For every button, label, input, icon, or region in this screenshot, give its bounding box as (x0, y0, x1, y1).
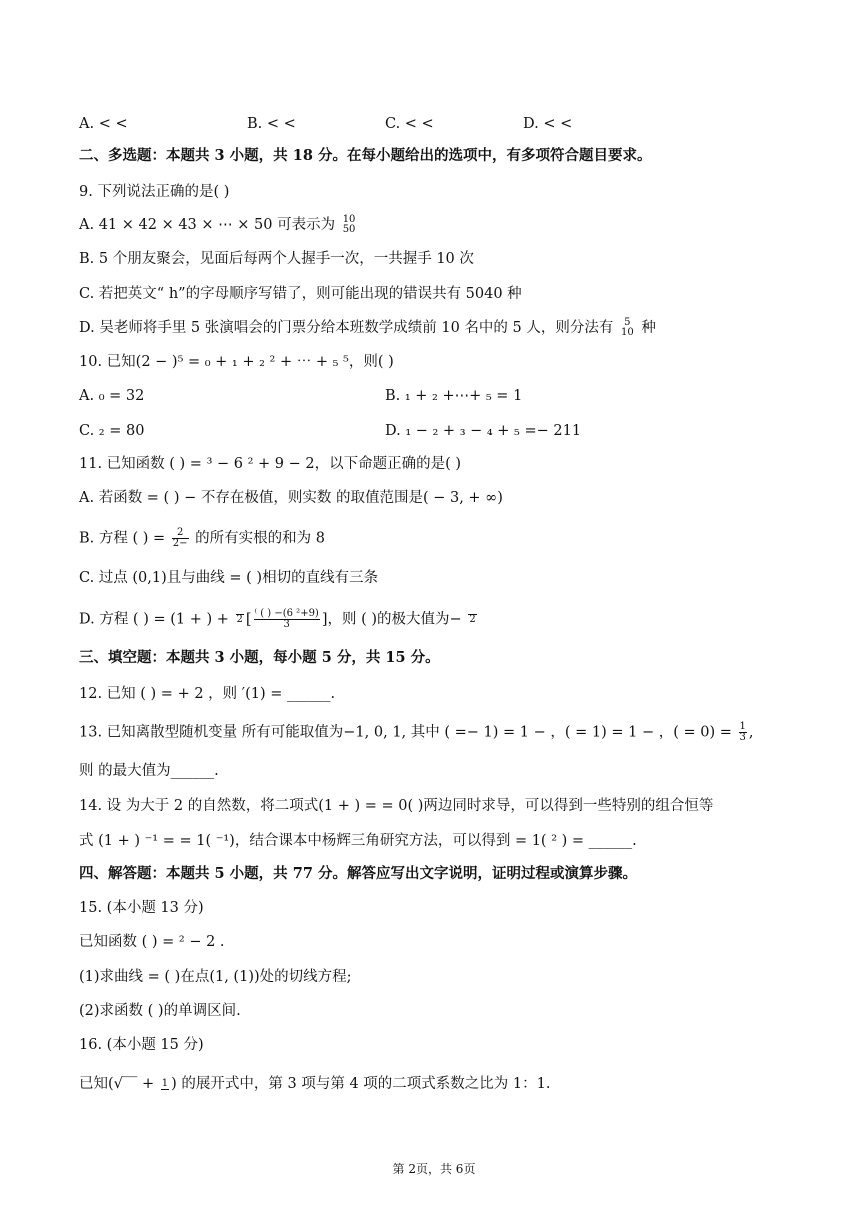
q8-option-b: B. < < (247, 116, 296, 132)
q10-option-a: A. ₀ = 32 (79, 388, 145, 404)
q15-stem: 已知函数 ( ) = ² − 2 . (79, 934, 225, 950)
q9-option-d-fraction (620, 318, 635, 338)
q16-fraction (161, 1079, 169, 1090)
q15-title: 15. (本小题 13 分) (79, 900, 204, 916)
q9-option-a-text: A. 41 × 42 × 43 × ⋯ × 50 可表示为 (79, 217, 336, 233)
q9-stem: 9. 下列说法正确的是( ) (79, 184, 230, 200)
q15-part1: (1)求曲线 = ( )在点(1, (1))处的切线方程; (79, 969, 352, 985)
q10-option-d: D. ₁ − ₂ + ₃ − ₄ + ₅ =− 211 (385, 423, 582, 439)
q10-stem: 10. 已知(2 − )⁵ = ₀ + ₁ + ₂ ² + ⋯ + ₅ ⁵，则( ) (79, 354, 394, 370)
fraction-bottom: 2− (172, 538, 188, 549)
q11-option-b-suffix: 的所有实根的和为 8 (195, 530, 325, 547)
q11-option-a: A. 若函数 = ( ) − 不存在极值，则实数 的取值范围是( − 3, + ∞) (79, 490, 503, 506)
q11-option-c: C. 过点 (0,1)且与曲线 = ( )相切的直线有三条 (79, 570, 379, 586)
section2-heading: 二、多选题：本题共 3 小题，共 18 分。在每小题给出的选项中，有多项符合题目要求。 (79, 147, 652, 164)
q11-option-d-text: D. 方程 ( ) = (1 + ) + (79, 611, 229, 628)
q9-option-d-text: D. 吴老师将手里 5 张演唱会的门票分给本班数学成绩前 10 名中的 5 人，则分法有 (79, 320, 614, 336)
q9-option-d-suffix: 种 (641, 320, 656, 336)
fraction-top: 1 (739, 721, 746, 732)
fraction-bottom: 3 (283, 619, 290, 630)
q14-line1: 14. 设 为大于 2 的自然数，将二项式(1 + ) = = 0( )两边同时求导，可以得到一些特别的组合恒等 (79, 798, 714, 814)
q16-stem (79, 1074, 828, 1094)
fraction-bottom: 10 (621, 327, 634, 338)
q9-option-b: B. 5 个朋友聚会，见面后每两个人握手一次，一共握手 10 次 (79, 251, 474, 267)
fraction-top: ⁽ ( ) −(6 ²+9) (254, 608, 319, 619)
q9-option-d (79, 318, 828, 338)
fraction-bottom: 2 (236, 614, 243, 625)
q11-option-b-fraction (172, 528, 189, 549)
fraction-top: 1 (161, 1077, 169, 1089)
page-footer: 第 2页，共 6页 (392, 1162, 476, 1176)
fraction-top: 10 (342, 214, 356, 225)
q11-option-b (79, 528, 828, 549)
q16-title: 16. (本小题 15 分) (79, 1037, 204, 1053)
q16-stem-suffix: ) 的展开式中，第 3 项与第 4 项的二项式系数之比为 1：1. (171, 1076, 551, 1092)
fraction-top: 5 (624, 317, 631, 328)
q16-stem-text: 已知(√‾‾ + (79, 1076, 155, 1092)
q9-option-a (79, 215, 828, 235)
q13-fraction (739, 722, 747, 743)
q9-option-a-fraction (342, 215, 357, 235)
fraction-bottom: 3 (739, 732, 746, 743)
q13-line1-suffix: , (748, 724, 754, 741)
fraction-bottom: 2 (469, 614, 476, 625)
q15-part2: (2)求函数 ( )的单调区间. (79, 1003, 241, 1019)
q12-text: 12. 已知 ( ) = + 2 ，则 ′(1) = ______. (79, 686, 336, 702)
q11-option-d-bracket-fraction (254, 609, 320, 630)
q14-line2: 式 (1 + ) ⁻¹ = = 1( ⁻¹)，结合课本中杨辉三角研究方法，可以得到 = 1( ² ) = ______. (79, 833, 637, 849)
q10-option-c: C. ₂ = 80 (79, 423, 145, 439)
q11-option-b-text: B. 方程 ( ) = (79, 530, 166, 547)
q11-stem: 11. 已知函数 ( ) = ³ − 6 ² + 9 − 2，以下命题正确的是( ) (79, 456, 462, 472)
q8-option-c: C. < < (385, 116, 434, 132)
q8-option-d: D. < < (523, 116, 573, 132)
fraction-bottom: 50 (342, 224, 356, 235)
q11-option-d-mid: ，则 ( )的极大值为− (327, 611, 462, 628)
section4-heading: 四、解答题：本题共 5 小题，共 77 分。解答应写出文字说明，证明过程或演算步骤。 (79, 865, 637, 882)
q10-option-b: B. ₁ + ₂ +⋯+ ₅ = 1 (385, 388, 523, 404)
q9-option-c: C. 若把英文“ h”的字母顺序写错了，则可能出现的错误共有 5040 种 (79, 286, 522, 302)
q11-option-d-fraction2 (468, 614, 476, 625)
q13-line2: 则 的最大值为______. (79, 763, 219, 779)
q13-line1 (79, 722, 828, 743)
fraction-top: 2 (172, 528, 189, 539)
section3-heading: 三、填空题：本题共 3 小题，每小题 5 分，共 15 分。 (79, 649, 440, 666)
q13-line1-text: 13. 已知离散型随机变量 所有可能取值为−1, 0, 1, 其中 ( =− 1) = 1 − ，( = 1) = 1 − ，( = 0) = (79, 724, 732, 741)
q8-option-a: A. < < (79, 116, 128, 132)
q11-option-d-fraction1 (236, 614, 244, 625)
q11-option-d: D. 方程 ( ) = (1 + ) + 2 [ $\frac{\text{⁽ ( ) −(6 ²+9)}}{3}$ ]，则 ( )的极大值为− 2 (79, 608, 476, 630)
